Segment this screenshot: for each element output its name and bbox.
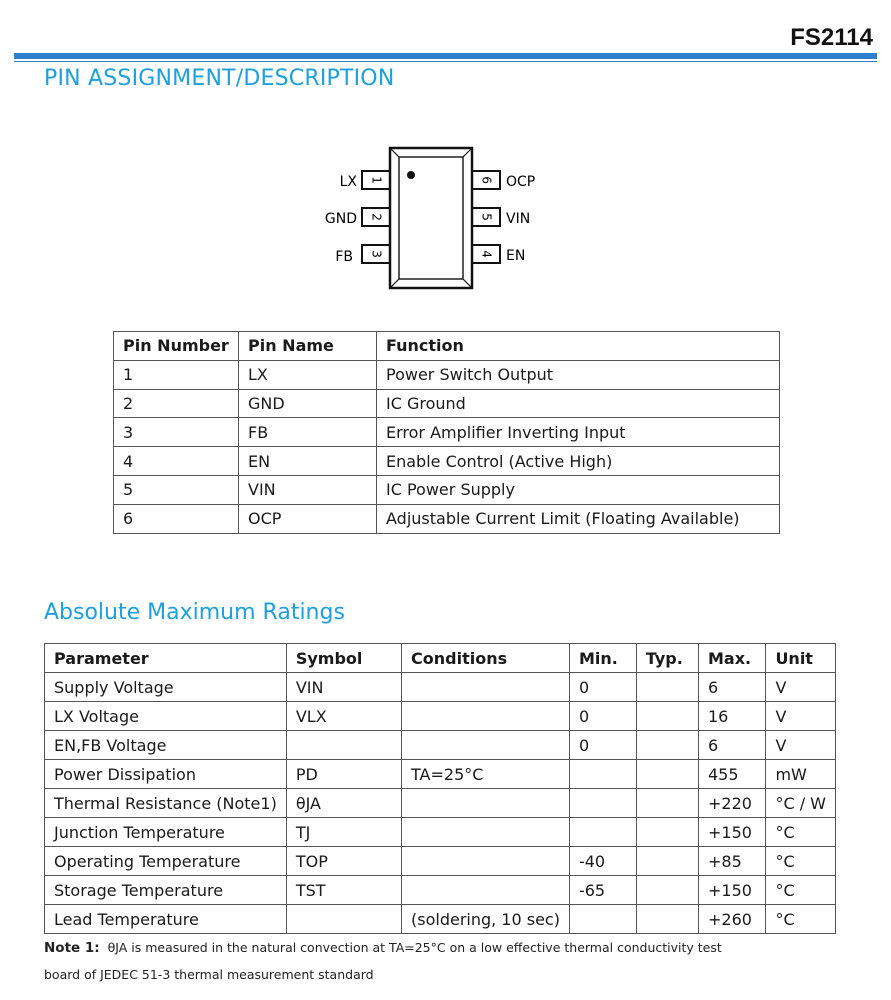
table-cell: Power Dissipation <box>45 760 287 789</box>
table-cell: Supply Voltage <box>45 673 287 702</box>
table-cell <box>569 789 636 818</box>
header-cell: Function <box>377 332 780 361</box>
table-cell: EN,FB Voltage <box>45 731 287 760</box>
header-cell: Conditions <box>402 644 570 673</box>
table-row <box>45 702 836 731</box>
table-cell: +85 <box>698 847 765 876</box>
table-cell: Enable Control (Active High) <box>377 447 780 476</box>
header-cell: Symbol <box>286 644 401 673</box>
table-cell: 0 <box>569 702 636 731</box>
header-cell: Max. <box>698 644 765 673</box>
table-cell: °C <box>766 818 836 847</box>
table-cell: EN <box>239 447 377 476</box>
table-cell: 0 <box>569 673 636 702</box>
pin-number: 2 <box>369 213 384 221</box>
pin-right-4 <box>472 245 525 264</box>
table-cell <box>636 789 698 818</box>
table-cell <box>402 702 570 731</box>
table-cell <box>636 818 698 847</box>
table-row <box>45 847 836 876</box>
table-cell: (soldering, 10 sec) <box>402 905 570 934</box>
table-cell <box>636 876 698 905</box>
header-rule <box>14 53 877 59</box>
table-cell: Adjustable Current Limit (Floating Available) <box>377 504 780 533</box>
table-cell: TST <box>286 876 401 905</box>
table-cell: 1 <box>114 360 239 389</box>
table-row <box>114 389 780 418</box>
table-cell: Junction Temperature <box>45 818 287 847</box>
pin-right-6 <box>472 171 535 190</box>
table-cell: °C <box>766 847 836 876</box>
table-cell: PD <box>286 760 401 789</box>
table-header-row <box>45 644 836 673</box>
table-cell: FB <box>239 418 377 447</box>
table-cell: 455 <box>698 760 765 789</box>
note-label: Note 1: <box>44 940 100 956</box>
pin-number: 1 <box>369 176 384 184</box>
table-cell: VIN <box>239 475 377 504</box>
header-cell: Parameter <box>45 644 287 673</box>
table-cell: V <box>766 731 836 760</box>
table-cell: °C <box>766 905 836 934</box>
note-text-line1: θJA is measured in the natural convection at TA=25°C on a low effective thermal conductivity test <box>107 940 722 955</box>
table-cell: IC Ground <box>377 389 780 418</box>
table-cell <box>636 702 698 731</box>
table-cell: LX <box>239 360 377 389</box>
pin-label: GND <box>324 211 357 227</box>
table-cell: °C <box>766 876 836 905</box>
table-row <box>45 731 836 760</box>
table-cell: 0 <box>569 731 636 760</box>
table-cell: +260 <box>698 905 765 934</box>
table-cell: +220 <box>698 789 765 818</box>
part-number: FS2114 <box>790 24 873 51</box>
pin-left-3 <box>335 245 390 265</box>
table-cell <box>402 789 570 818</box>
table-row <box>114 360 780 389</box>
table-cell: θJA <box>286 789 401 818</box>
table-row <box>114 504 780 533</box>
note-1 <box>44 940 722 956</box>
table-cell <box>402 818 570 847</box>
pin-label: LX <box>339 174 357 190</box>
table-cell: OCP <box>239 504 377 533</box>
table-cell: VLX <box>286 702 401 731</box>
table-row <box>45 789 836 818</box>
pin-number: 5 <box>479 213 494 221</box>
table-cell <box>636 847 698 876</box>
table-cell: +150 <box>698 876 765 905</box>
pin-number: 4 <box>479 250 494 258</box>
table-row <box>114 447 780 476</box>
pin-number: 6 <box>479 176 494 184</box>
package-body <box>390 148 472 288</box>
table-row <box>45 905 836 934</box>
header-cell: Min. <box>569 644 636 673</box>
table-cell <box>569 760 636 789</box>
pin-label: EN <box>506 248 526 264</box>
table-cell: mW <box>766 760 836 789</box>
table-cell <box>569 818 636 847</box>
table-cell: LX Voltage <box>45 702 287 731</box>
table-cell <box>286 905 401 934</box>
table-cell: 4 <box>114 447 239 476</box>
absolute-max-ratings-table <box>44 643 836 934</box>
table-row <box>114 418 780 447</box>
table-cell: °C / W <box>766 789 836 818</box>
table-row <box>45 818 836 847</box>
table-cell: 2 <box>114 389 239 418</box>
header-cell: Pin Number <box>114 332 239 361</box>
table-cell: 16 <box>698 702 765 731</box>
table-cell: TJ <box>286 818 401 847</box>
table-row <box>45 673 836 702</box>
table-row <box>45 760 836 789</box>
absolute-max-ratings-title: Absolute Maximum Ratings <box>44 600 345 625</box>
note-1-continued <box>44 967 374 982</box>
table-cell: GND <box>239 389 377 418</box>
table-cell: V <box>766 673 836 702</box>
table-cell: Lead Temperature <box>45 905 287 934</box>
pin-right-5 <box>472 208 530 227</box>
pin-assignment-title: PIN ASSIGNMENT/DESCRIPTION <box>44 66 395 91</box>
table-cell: TOP <box>286 847 401 876</box>
table-header-row <box>114 332 780 361</box>
pin1-marker-dot <box>407 171 415 179</box>
table-cell: 5 <box>114 475 239 504</box>
table-cell <box>569 905 636 934</box>
table-cell <box>402 876 570 905</box>
table-cell <box>402 731 570 760</box>
table-cell <box>286 731 401 760</box>
table-cell: TA=25°C <box>402 760 570 789</box>
pin-label: FB <box>335 249 353 265</box>
pin-left-2 <box>325 208 390 227</box>
note-text-line2: board of JEDEC 51-3 thermal measurement standard <box>44 967 374 982</box>
table-cell: +150 <box>698 818 765 847</box>
header-cell: Unit <box>766 644 836 673</box>
package-diagram <box>320 140 560 300</box>
pin-number: 3 <box>369 250 384 258</box>
table-cell <box>636 905 698 934</box>
table-cell: Power Switch Output <box>377 360 780 389</box>
header-rule-thin <box>14 61 877 62</box>
table-row <box>45 876 836 905</box>
table-row <box>114 475 780 504</box>
table-cell: VIN <box>286 673 401 702</box>
table-cell: -40 <box>569 847 636 876</box>
pin-label: OCP <box>506 174 536 190</box>
table-cell: 6 <box>698 673 765 702</box>
table-cell: V <box>766 702 836 731</box>
pin-left-1 <box>340 171 390 190</box>
table-cell: Error Amplifier Inverting Input <box>377 418 780 447</box>
pin-description-table <box>113 331 780 534</box>
header-cell: Pin Name <box>239 332 377 361</box>
table-cell: 6 <box>114 504 239 533</box>
table-cell <box>402 673 570 702</box>
header-cell: Typ. <box>636 644 698 673</box>
table-cell: Thermal Resistance (Note1) <box>45 789 287 818</box>
table-cell: 3 <box>114 418 239 447</box>
table-cell: -65 <box>569 876 636 905</box>
table-cell: 6 <box>698 731 765 760</box>
pin-label: VIN <box>506 211 531 227</box>
table-cell: Storage Temperature <box>45 876 287 905</box>
table-cell <box>636 731 698 760</box>
table-cell <box>402 847 570 876</box>
table-cell <box>636 673 698 702</box>
table-cell: Operating Temperature <box>45 847 287 876</box>
table-cell <box>636 760 698 789</box>
table-cell: IC Power Supply <box>377 475 780 504</box>
